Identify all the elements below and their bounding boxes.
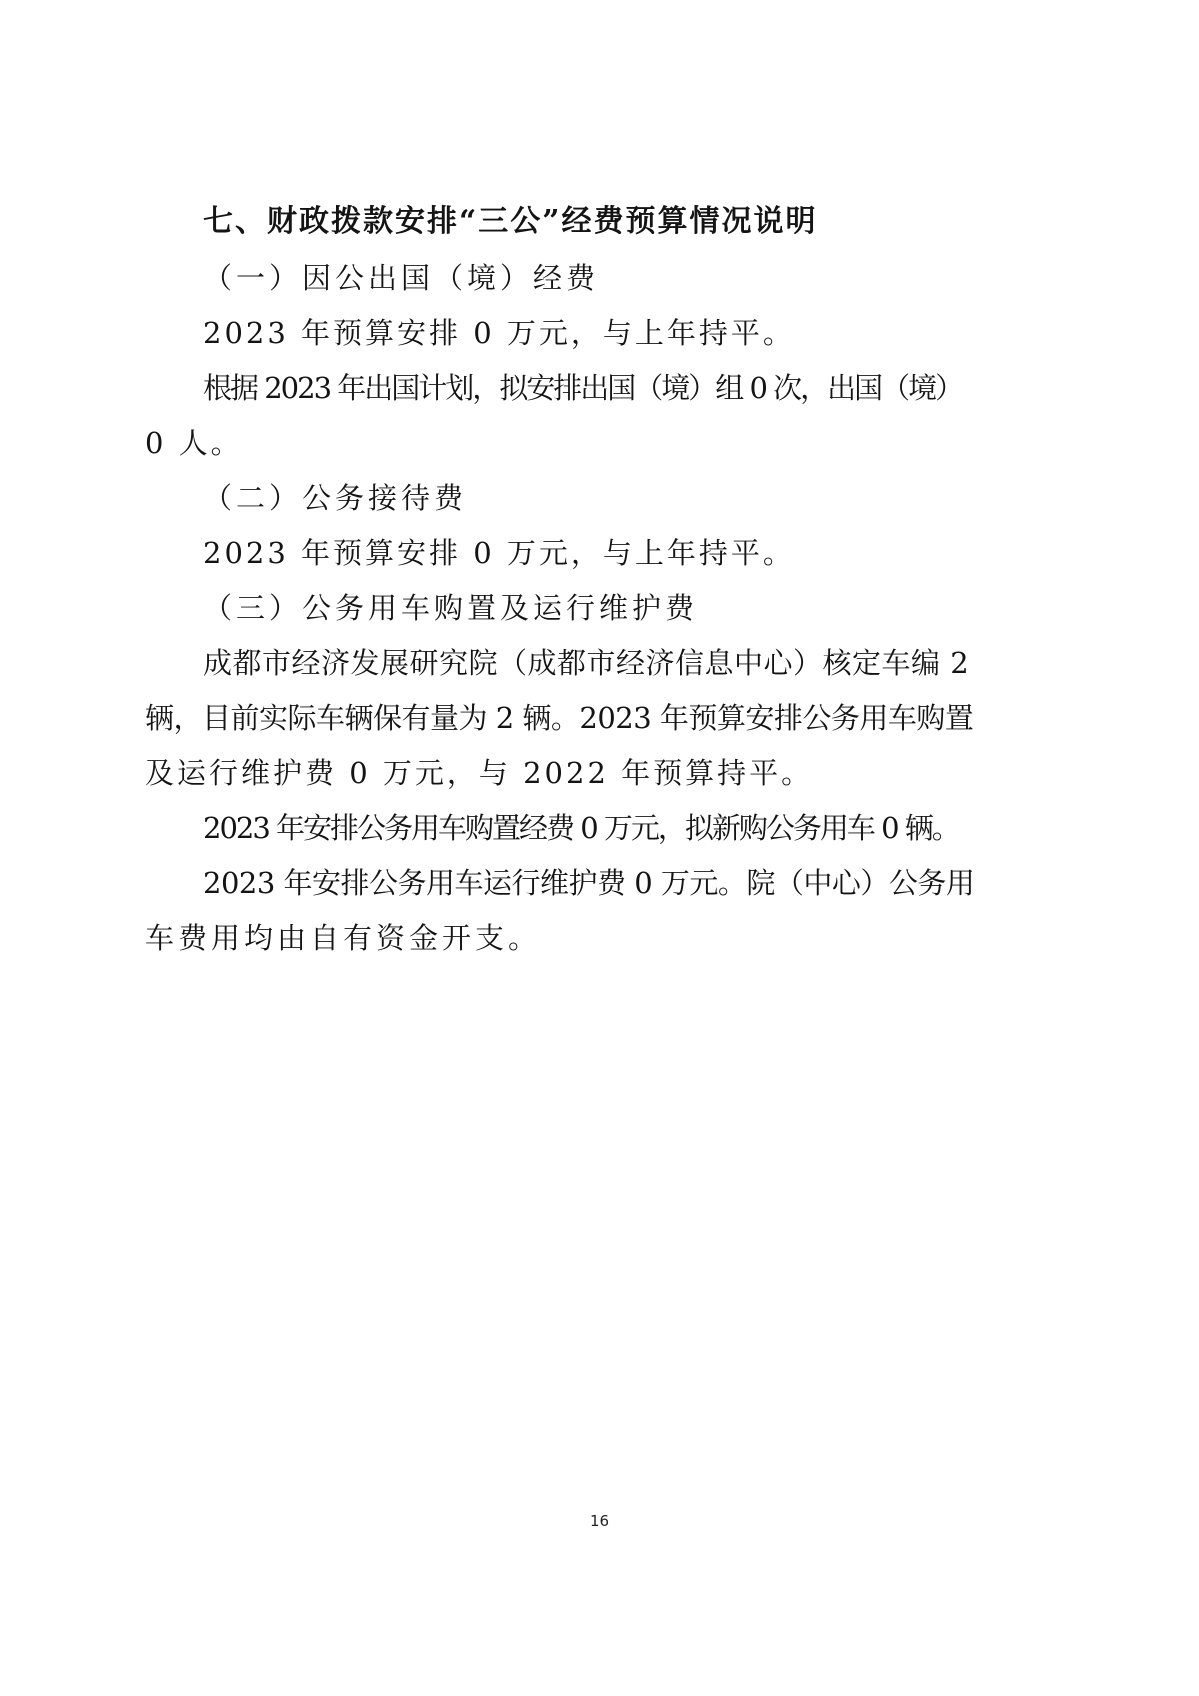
part1-paragraph-2-line-2: 0 人。 — [145, 426, 243, 460]
part2-paragraph-1: 2023 年预算安排 0 万元，与上年持平。 — [203, 536, 795, 570]
part2-heading: （二）公务接待费 — [203, 481, 468, 515]
part1-paragraph-2-line-1: 根据 2023 年出国计划，拟安排出国（境）组 0 次，出国（境） — [203, 371, 963, 405]
part3-paragraph-1-line-1: 成都市经济发展研究院（成都市经济信息中心）核定车编 2 — [203, 646, 970, 680]
part3-paragraph-2: 2023 年安排公务用车购置经费 0 万元，拟新购公务用车 0 辆。 — [203, 811, 959, 845]
part1-heading: （一）因公出国（境）经费 — [203, 261, 600, 295]
part3-heading: （三）公务用车购置及运行维护费 — [203, 591, 699, 625]
page-number: 16 — [589, 1512, 610, 1530]
part1-paragraph-1: 2023 年预算安排 0 万元，与上年持平。 — [203, 316, 795, 350]
part3-paragraph-3-line-1: 2023 年安排公务用车运行维护费 0 万元。院（中心）公务用 — [203, 866, 975, 900]
part3-paragraph-1-line-3: 及运行维护费 0 万元，与 2022 年预算持平。 — [145, 756, 814, 790]
part3-paragraph-3-line-2: 车费用均由自有资金开支。 — [145, 921, 542, 955]
section-title: 七、财政拨款安排“三公”经费预算情况说明 — [203, 204, 818, 239]
part3-paragraph-1-line-2: 辆，目前实际车辆保有量为 2 辆。2023 年预算安排公务用车购置 — [145, 701, 974, 735]
